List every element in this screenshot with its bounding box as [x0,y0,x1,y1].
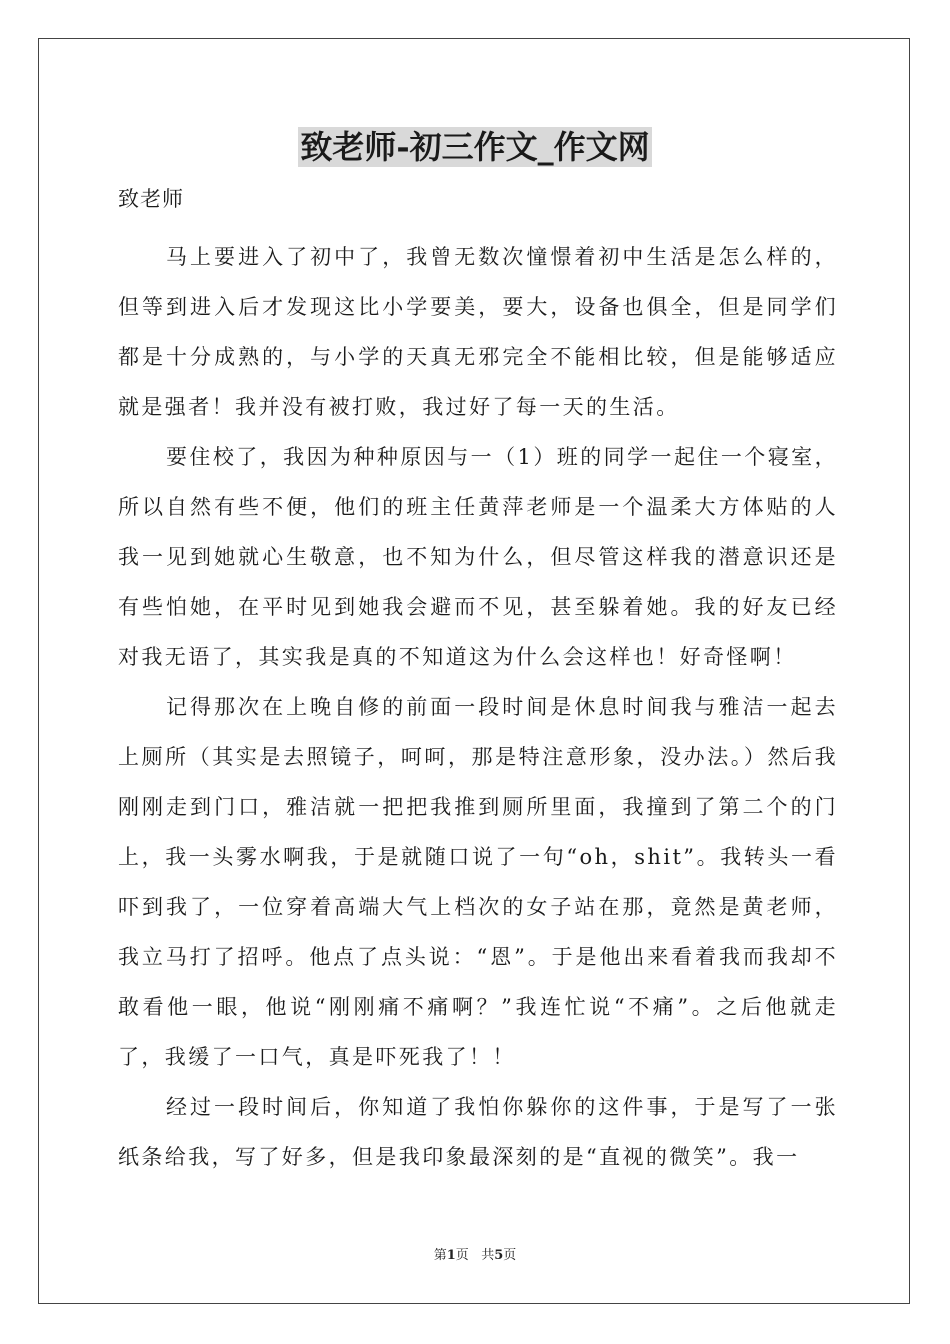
document-title: 致老师-初三作文_作文网 [300,128,650,166]
page-unit: 页 [455,1248,469,1263]
title-container [0,127,950,167]
document-body [118,232,838,1182]
total-unit: 页 [503,1248,517,1263]
page-footer [0,1247,950,1265]
document-subtitle: 致老师 [118,187,184,211]
total-prefix: 共 [481,1248,495,1263]
paragraph: 记得那次在上晚自修的前面一段时间是休息时间我与雅洁一起去上厕所（其实是去照镜子，呵呵，那是特注意形象，没办法。）然后我刚刚走到门口，雅洁就一把把我推到厕所里面，我撞到了第二个的门上，我一头雾水啊我，于是就随口说了一句“oh，shit”。我转头一看吓到我了，一位穿着高端大气上档次的女子站在那，竟然是黄老师，我立马打了招呼。他点了点头说：“恩”。于是他出来看着我而我却不敢看他一眼，他说“刚刚痛不痛啊？”我连忙说“不痛”。之后他就走了，我缓了一口气，真是吓死我了！！ [118,695,838,1069]
page-current: 1 [446,1248,456,1263]
paragraph: 要住校了，我因为种种原因与一（1）班的同学一起住一个寝室，所以自然有些不便，他们的班主任黄萍老师是一个温柔大方体贴的人我一见到她就心生敬意，也不知为什么，但尽管这样我的潜意识还是有些怕她，在平时见到她我会避而不见，甚至躲着她。我的好友已经对我无语了，其实我是真的不知道这为什么会这样也！好奇怪啊！ [118,445,838,669]
page-total: 5 [494,1248,504,1263]
paragraph: 马上要进入了初中了，我曾无数次憧憬着初中生活是怎么样的，但等到进入后才发现这比小学要美，要大，设备也俱全，但是同学们都是十分成熟的，与小学的天真无邪完全不能相比较，但是能够适应就是强者！我并没有被打败，我过好了每一天的生活。 [118,245,838,419]
paragraph: 经过一段时间后，你知道了我怕你躲你的这件事，于是写了一张纸条给我，写了好多，但是我印象最深刻的是“直视的微笑”。我一 [118,1095,838,1169]
page-prefix: 第 [433,1248,447,1263]
